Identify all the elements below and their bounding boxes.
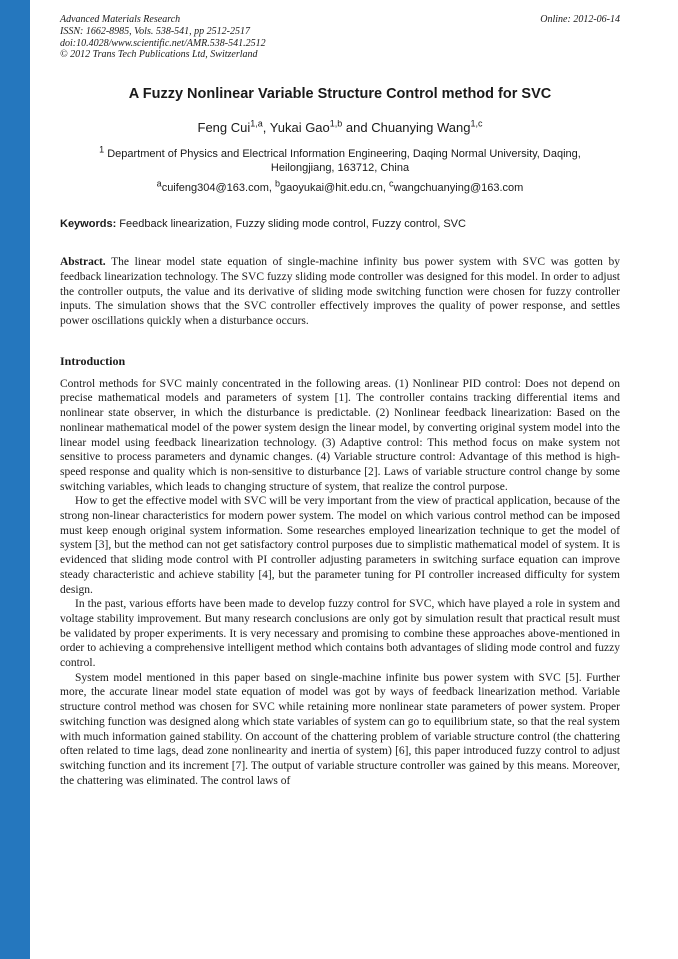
online-date: Online: 2012-06-14 [540, 14, 620, 25]
keywords-line [60, 217, 620, 231]
paper-page [30, 0, 678, 959]
authors-line [60, 119, 620, 136]
email-address: cuifeng304@163.com, [161, 182, 275, 195]
issn-line: ISSN: 1662-8985, Vols. 538-541, pp 2512-2517 [60, 25, 250, 37]
author-separator: , [262, 120, 270, 136]
journal-name: Advanced Materials Research [60, 14, 181, 25]
body-paragraph: System model mentioned in this paper based on single-machine infinite bus power system with SVC [5]. Further more, the accurate linear model state equation of model was got by ways of feedback linearization method. Variable structure control method was chosen for SVC while retaining more nonlinear state parameters of power system. Proper switching function was designed along which state variables of system can go to equilibrium state, so that the real system with much information gained stability. On account of the chattering problem of variable structure control (the chattering often related to time lags, dead zone nonlinearity and inertia of system) [6], this paper introduced fuzzy control to adjust switching function and its increment [7]. The output of variable structure controller was gained by this means. Moreover, the chattering was eliminated. The control laws of [60, 671, 620, 787]
author-affiliation-marker: 1,b [329, 118, 343, 129]
email-address: wangchuanying@163.com [393, 182, 524, 195]
emails-line [60, 178, 620, 195]
copyright-line: © 2012 Trans Tech Publications Ltd, Switzerland [60, 49, 258, 61]
email-marker: c [389, 178, 394, 189]
email-address: gaoyukai@hit.edu.cn, [280, 182, 390, 195]
body-paragraph: How to get the effective model with SVC will be very important from the view of practical application, because of the strong non-linear characteristics for modern power system. The model on which various control method can be imposed must keep enough original system information. Some researches employed linearization technique to get the model of system [3], but the method can not get satisfactory control purposes due to simplistic mathematical model of system. It is evidenced that sliding mode control with PI controller adjusting parameters in switching surface equation can improve steady characteristic and achieve stability [4], but the parameter tuning for PI controller increased difficulty for system design. [60, 495, 620, 596]
email-marker: b [274, 178, 280, 189]
left-accent-bar [0, 0, 30, 959]
body-paragraph: In the past, various efforts have been made to develop fuzzy control for SVC, which have played a role in system and voltage stability improvement. But many research conclusions are only got by simulation result that practical result must be validated by proper experiments. It is very necessary and promising to combine these approaches above-mentioned in order to achieving a comprehensive intelligent method which contains both advantages of sliding mode control and fuzzy control. [60, 598, 620, 670]
affiliation-marker: 1 [99, 144, 105, 155]
affiliation-text: Department of Physics and Electrical Information Engineering, Daqing Normal University, Daqing, Heilongjiang, 163712, China [104, 148, 581, 175]
author-affiliation-marker: 1,c [470, 118, 483, 129]
author-name: Feng Cui [197, 120, 251, 136]
author-affiliation-marker: 1,a [250, 118, 263, 129]
author-name: Chuanying Wang [371, 120, 471, 136]
publication-header [60, 14, 620, 61]
affiliation-line [60, 144, 620, 175]
email-marker: a [156, 178, 162, 189]
publication-info [60, 14, 266, 61]
abstract-text: The linear model state equation of single-machine infinity bus power system with SVC was gotten by feedback linearization technology. The SVC fuzzy sliding mode controller was designed for this model. In order to adjust the controller outputs, the value and its derivative of sliding mode switching function were chosen for fuzzy controller inputs. The simulation shows that the SVC controller effectively improves the quality of power response, and settles power oscillations quickly when a disturbance occurs. [60, 256, 620, 327]
doi-line: doi:10.4028/www.scientific.net/AMR.538-541.2512 [60, 37, 266, 49]
abstract-paragraph [60, 255, 620, 329]
author-separator: and [342, 120, 372, 136]
abstract-label: Abstract. [60, 256, 106, 269]
paper-title: A Fuzzy Nonlinear Variable Structure Control method for SVC [128, 86, 552, 103]
author-name: Yukai Gao [269, 120, 330, 136]
keywords-label: Keywords: [60, 218, 117, 231]
section-heading-introduction: Introduction [60, 353, 126, 368]
keywords-text: Feedback linearization, Fuzzy sliding mode control, Fuzzy control, SVC [116, 218, 466, 231]
body-paragraph: Control methods for SVC mainly concentrated in the following areas. (1) Nonlinear PID control: Does not depend on precise mathematical models and parameters of system [1]. The controller contains tracking differential items and nonlinear state observer, in which the disturbance is predictable. (2) Nonlinear feedback linearization: Based on the nonlinear mathematical model of the power system design the linear model, by converting original system model into the linear model using feedback linearization technology. (3) Adaptive control: This method focus on make system not sensitive to process parameters and dynamic changes. (4) Variable structure control: Advantage of this method is high-speed response and quality which is non-sensitive to disturbance [2]. Laws of variable structure control change by some switching variables, which leads to changing structure of system, that realize the control purpose. [60, 377, 620, 493]
